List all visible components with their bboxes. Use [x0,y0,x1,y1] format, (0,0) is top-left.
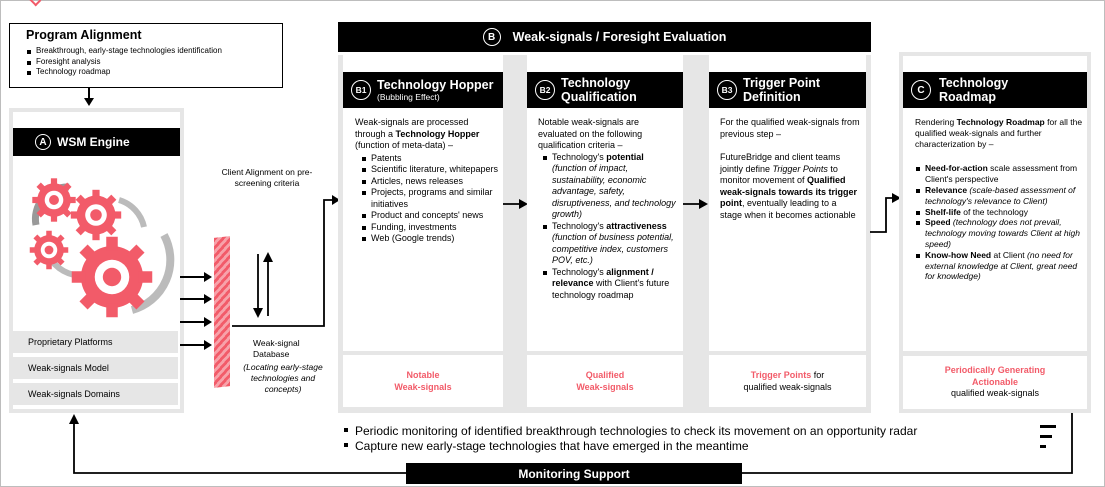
b3-body [720,117,860,221]
monitoring-support-label: Monitoring Support [406,463,742,484]
b1-title: Technology Hopper [377,78,494,92]
engine-title: WSM Engine [57,135,130,149]
text: to monitor movement of [720,163,838,185]
b2-output [527,355,683,407]
text: with Client's future technology roadmap [552,278,670,300]
b3-to-c-arrow [866,190,902,240]
b3-title: Trigger Point Definition [743,76,821,104]
c-output [903,356,1087,409]
list-item: Patents [361,153,500,165]
program-alignment-box [9,23,283,88]
b3-header [709,72,866,108]
text: potential [606,151,644,162]
list-item: Technology roadmap [26,67,282,78]
b1-header [343,72,503,108]
b1-list [355,153,500,245]
client-alignment-label: Client Alignment on pre-screening criteria [221,167,313,188]
list-item [915,207,1083,218]
b1-subtitle: (Bubbling Effect) [377,92,440,102]
list-item [542,221,678,267]
list-item: Articles, news releases [361,176,500,188]
b2-header [527,72,683,108]
b3-p1: For the qualified weak-signals from previous step – [720,117,860,139]
b1-output-line1: Notable [406,370,440,380]
text: Rendering [915,117,957,127]
text: Speed [925,217,951,228]
section-b-letter: B [483,28,501,46]
text: , eventually leading to a stage when it becomes actionable [720,198,856,220]
b2-body [538,117,678,301]
engine-letter-badge: A [35,134,51,150]
database-to-hopper-arrow [230,190,340,330]
c-body [915,117,1083,282]
b3-badge: B3 [717,80,737,100]
b2-output-line1: Qualified [585,370,625,380]
b3-p2 [720,152,860,221]
text: for all the qualified weak-signals and further characterization by – [915,117,1083,149]
arrow-head [84,98,94,106]
text: at Client [991,249,1028,260]
database-bar [214,236,230,388]
text: Relevance [925,184,968,195]
text: of the technology [960,206,1029,217]
section-b-header [338,22,871,52]
c-list [915,163,1083,282]
b1-intro [355,117,500,152]
text: (no need for external knowledge at Client, great need for knowledge) [925,249,1078,282]
text: FutureBridge and client teams jointly define [720,152,841,174]
text: Need-for-action [925,163,988,174]
text: for [811,370,825,380]
engine-to-database-arrows [178,265,218,355]
list-item [915,163,1083,185]
list-item: Projects, programs and similar initiatives [361,187,500,210]
b3-output [709,355,866,407]
list-item [542,267,678,302]
text: Technology's [552,266,607,277]
list-item: Web (Google trends) [361,233,500,245]
text: Trigger Points [750,370,812,380]
program-alignment-title: Program Alignment [26,28,142,42]
list-item [915,185,1083,207]
b2-intro: Notable weak-signals are evaluated on the following qualification criteria – [538,117,643,150]
text: Qualified weak-signals towards its trigger point [720,175,858,208]
list-item: Capture new early-stage technologies that have emerged in the meantime [343,439,983,454]
wsm-engine-header [13,128,180,156]
c-output-line1: Periodically Generating Actionable [944,365,1046,387]
c-badge: C [911,80,931,100]
b1-output-line2: Weak-signals [394,381,452,392]
b1-body [355,117,500,245]
b1-badge: B1 [351,80,371,100]
text: (scale-based assessment of technology's relevance to Client) [925,184,1076,206]
text: Trigger Points [772,163,828,174]
c-header [903,72,1087,108]
gears-icon [14,165,179,325]
b2-to-b3-arrow [683,198,709,210]
text: attractiveness [606,220,667,231]
text: alignment / relevance [552,266,654,288]
text: (function of business potential, competitive index, customers POV, etc.) [552,232,674,265]
database-title: Weak-signal Database [253,338,300,359]
platform-item: Weak-signals Domains [13,383,178,405]
text: Technology's [552,220,607,231]
text: (technology does not prevail, technology moving towards Client at high speed) [925,217,1080,249]
database-subtitle: (Locating early-stage technologies and concepts) [243,362,323,394]
list-item: Scientific literature, whitepapers [361,164,500,176]
text: Technology Roadmap [956,117,1045,127]
text: (function of meta-data) – [355,140,454,150]
list-item [915,250,1083,282]
b2-list [538,152,678,302]
section-b-title: Weak-signals / Foresight Evaluation [512,30,727,44]
text: Shelf-life [925,206,961,217]
text: Technology Hopper [395,128,480,139]
b1-output [343,355,503,407]
list-item [542,152,678,221]
list-item: Product and concepts' news [361,210,500,222]
b1-to-b2-arrow [503,198,529,210]
text: (function of impact, sustainability, economic advantage, safety, disruptiveness, and technology growth) [552,163,676,219]
b2-title: Technology Qualification [561,76,637,104]
list-item: Funding, investments [361,222,500,234]
b3-output-line1 [709,370,866,382]
c-intro [915,117,1083,149]
b2-output-line2: Weak-signals [576,381,634,392]
text: Know-how Need [925,249,992,260]
c-title: Technology Roadmap [939,76,1009,104]
list-item: Foresight analysis [26,57,282,68]
b3-output-line2: qualified weak-signals [743,381,832,392]
c-output-line2: qualified weak-signals [950,388,1040,398]
text: scale assessment from Client's perspective [925,163,1078,185]
platform-item: Weak-signals Model [13,357,178,379]
platform-item: Proprietary Platforms [13,331,178,353]
b2-badge: B2 [535,80,555,100]
text: Technology's [552,151,607,162]
text: Weak-signals are processed through a [355,117,469,139]
list-item: Periodic monitoring of identified breakthrough technologies to check its movement on an opportunity radar [343,424,983,439]
list-item [915,217,1083,249]
list-item: Breakthrough, early-stage technologies identification [26,46,282,57]
program-alignment-list [26,46,282,78]
